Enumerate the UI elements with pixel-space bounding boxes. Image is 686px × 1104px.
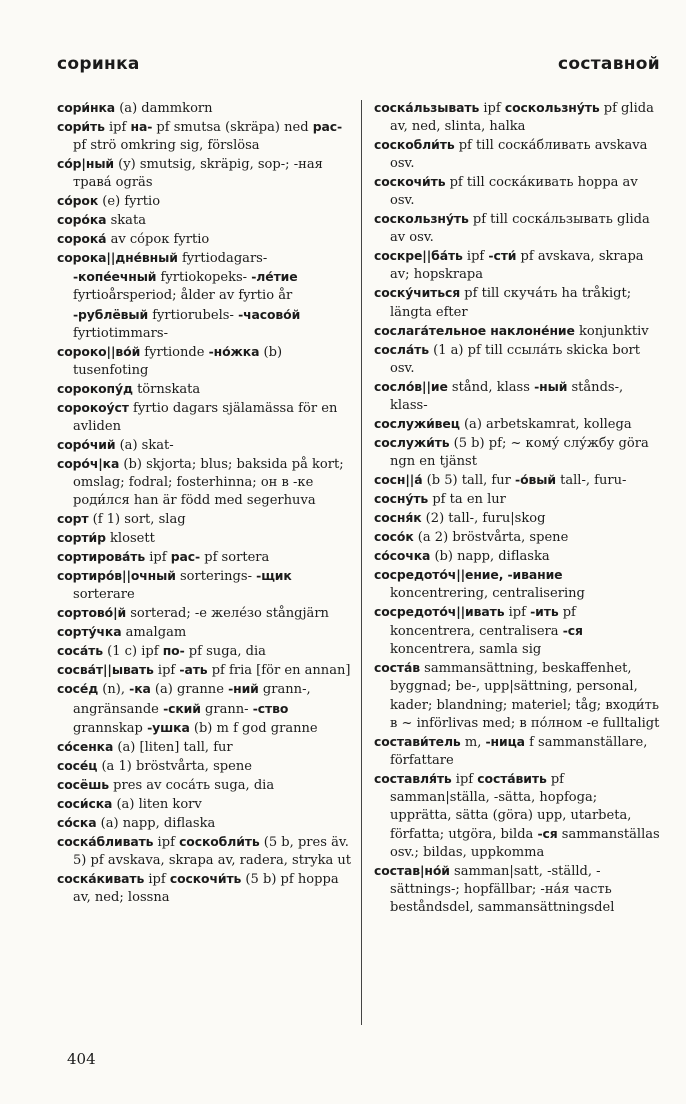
entry-definition: pf smutsa (skräpa) ned	[152, 120, 313, 136]
dictionary-entry	[57, 192, 353, 211]
entry-definition: stånds-, klass-	[390, 379, 624, 413]
dictionary-entry	[57, 833, 353, 870]
entry-headword: сорт	[57, 511, 89, 527]
entry-headword: сосва́т||ывать	[57, 662, 154, 678]
dictionary-entry	[57, 795, 353, 814]
entry-headword: сороко||во́й	[57, 343, 141, 359]
entry-definition: (a) skat-	[115, 437, 174, 453]
entry-headword: -ся	[537, 825, 558, 841]
entry-headword: сослужи́вец	[374, 415, 460, 431]
entry-headword: со́рок	[57, 193, 99, 209]
entry-headword: сосредото́ч||ивать	[374, 604, 505, 620]
entry-headword: сори́нка	[57, 100, 116, 115]
page-number: 404	[67, 1050, 96, 1068]
entry-headword: сортиро́в||очный	[57, 568, 176, 584]
entry-headword: сосну́ть	[374, 490, 429, 506]
running-head-right: составной	[558, 54, 660, 74]
entry-definition: (a) dammkorn	[115, 101, 213, 116]
entry-definition: (b) skjorta; blus; baksida på kort; omslag; fodral; fosterhinna; он в -ке роди́лся han är född med segerhuva	[73, 456, 344, 508]
entry-headword: сорти́р	[57, 530, 106, 546]
dictionary-entry	[374, 341, 662, 378]
dictionary-entry	[57, 399, 353, 436]
entry-definition: pf samman|ställa, -sätta, hopfoga; upprätta, sätta (göra) upp, utarbeta, författa; utgöra, bilda	[390, 771, 632, 842]
entry-definition: skata	[106, 213, 146, 229]
dictionary-entry	[57, 343, 353, 380]
entry-definition: fyrtionde	[140, 344, 209, 360]
entry-definition: pf sortera	[200, 550, 270, 566]
entry-definition: (a 1) bröstvårta, spene	[97, 758, 252, 774]
dictionary-entry	[374, 247, 662, 284]
entry-headword: состав|но́й	[374, 862, 450, 878]
entry-headword: сосла́ть	[374, 341, 429, 357]
dictionary-entry	[57, 529, 353, 548]
entry-headword: на-	[130, 119, 153, 135]
entry-headword: соска́кивать	[57, 870, 145, 886]
entry-headword: со́ска	[57, 814, 97, 830]
dictionary-entry	[57, 642, 353, 661]
dictionary-entry	[374, 547, 662, 566]
entry-definition: (1 c) ipf	[102, 644, 163, 660]
entry-headword: соса́ть	[57, 643, 103, 659]
entry-headword: соскре||ба́ть	[374, 248, 463, 264]
dictionary-entry	[57, 776, 353, 795]
dictionary-entry	[57, 757, 353, 776]
dictionary-entry	[374, 136, 662, 173]
entry-definition: f sammanställare, författare	[390, 734, 648, 768]
entry-headword: по-	[162, 643, 185, 659]
entry-headword: -ле́тие	[251, 269, 298, 285]
entry-headword: со́сочка	[374, 548, 431, 564]
right-column	[374, 99, 662, 917]
dictionary-entry	[374, 566, 662, 603]
entry-headword: сорока||дне́вный	[57, 250, 178, 266]
dictionary-entry	[57, 436, 353, 455]
entry-headword: соскользну́ть	[374, 211, 469, 227]
entry-definition: (5 b) pf; ~ кому́ слу́жбу göra ngn en tjänst	[390, 435, 649, 469]
entry-headword: сосо́к	[374, 529, 414, 545]
entry-definition: m,	[460, 734, 486, 750]
entry-definition: fyrtiodagars-	[177, 251, 268, 267]
entry-headword: соскочи́ть	[169, 870, 242, 886]
entry-headword: соро́ка	[57, 212, 107, 228]
entry-definition: grann-, angränsande	[73, 682, 311, 717]
entry-headword: рас-	[170, 549, 201, 565]
dictionary-entry	[374, 322, 662, 341]
entry-headword: со́р|ный	[57, 156, 114, 172]
entry-headword: сослага́тельное наклоне́ние	[374, 322, 575, 338]
entry-headword: соска́льзывать	[374, 100, 480, 115]
entry-definition: (a 2) bröstvårta, spene	[413, 530, 569, 546]
entry-definition: pf ta en lur	[428, 491, 506, 507]
dictionary-entry	[374, 415, 662, 434]
entry-definition: ipf	[504, 605, 531, 621]
entry-headword: сосло́в||ие	[374, 378, 448, 394]
entry-headword: -ать	[179, 662, 208, 678]
entry-definition: grannskap	[73, 720, 148, 736]
entry-definition: (5 b, pres äv. 5) pf avskava, skrapa av, radera, stryka ut	[73, 834, 352, 868]
entry-headword: состави́тель	[374, 733, 461, 749]
entry-definition: ipf	[462, 249, 489, 265]
entry-headword: сори́ть	[57, 119, 105, 135]
entry-headword: -о́вый	[515, 471, 556, 487]
entry-definition: (a) [liten] tall, fur	[113, 739, 233, 755]
entry-definition: pf suga, dia	[184, 644, 266, 660]
entry-definition: fyrtiokopeks-	[156, 270, 252, 286]
entry-headword: -сти́	[488, 248, 517, 264]
entry-headword: соску́читься	[374, 285, 461, 301]
dictionary-entry	[57, 230, 353, 249]
entry-definition: (1 a) pf till ссыла́ть skicka bort osv.	[390, 342, 641, 376]
dictionary-entry	[57, 680, 353, 737]
entry-headword: сортирова́ть	[57, 549, 146, 565]
entry-definition: konjunktiv	[574, 323, 649, 339]
entry-definition: sorterad; -е желе́зо stångjärn	[126, 606, 329, 622]
entry-definition: (e) fyrtio	[98, 194, 161, 210]
dictionary-entry	[374, 862, 662, 917]
entry-definition: (b) napp, diflaska	[430, 549, 550, 565]
entry-definition: pf koncentrera, centralisera	[390, 605, 576, 640]
entry-definition: fyrtio dagars själamässa för en avliden	[73, 400, 338, 434]
entry-definition: (f 1) sort, slag	[88, 512, 186, 528]
entry-headword: составля́ть	[374, 770, 452, 786]
dictionary-entry	[374, 770, 662, 862]
entry-definition: (n),	[98, 682, 130, 698]
entry-definition: koncentrering, centralisering	[390, 586, 585, 602]
dictionary-entry	[57, 567, 353, 604]
entry-headword: -часово́й	[238, 306, 301, 322]
dictionary-entry	[374, 509, 662, 528]
entry-definition: samman|satt, -ställd, -sättnings-; hopfällbar; -на́я часть beståndsdel, sammansättningsdel	[390, 863, 615, 916]
entry-definition: (a) granne	[150, 682, 229, 698]
entry-definition: koncentrera, samla sig	[390, 642, 542, 658]
dictionary-entry	[57, 380, 353, 399]
dictionary-entry	[374, 471, 662, 490]
entry-headword: соро́ч|ка	[57, 455, 120, 471]
entry-headword: сортово́|й	[57, 605, 127, 621]
entry-headword: -ушка	[147, 719, 190, 735]
entry-definition: pf till соска́кивать hoppa av osv.	[390, 175, 638, 209]
entry-headword: соскобли́ть	[374, 137, 455, 153]
dictionary-entry	[374, 378, 662, 415]
dictionary-entry	[374, 733, 662, 770]
running-head-left: соринка	[57, 54, 140, 74]
entry-headword: сослужи́ть	[374, 434, 450, 450]
dictionary-entry	[57, 155, 353, 192]
entry-definition: klosett	[105, 531, 155, 547]
entry-headword: соста́вить	[477, 770, 547, 786]
dictionary-entry	[57, 738, 353, 757]
entry-definition: (a) arbetskamrat, kollega	[459, 416, 632, 432]
entry-headword: сосня́к	[374, 510, 422, 526]
entry-headword: сосе́д	[57, 681, 99, 697]
entry-definition: (a) napp, diflaska	[96, 815, 216, 831]
entry-headword: сосредото́ч||ение, -ивание	[374, 567, 563, 583]
entry-headword: -щик	[256, 568, 292, 584]
entry-headword: -ить	[530, 604, 559, 620]
entry-definition: sorterings-	[175, 569, 257, 585]
dictionary-entry	[57, 455, 353, 510]
entry-headword: соро́чий	[57, 436, 116, 452]
dictionary-entry	[374, 284, 662, 321]
entry-headword: соскользну́ть	[504, 100, 600, 115]
column-divider	[361, 100, 362, 1025]
entry-headword: соста́в	[374, 660, 420, 676]
entry-definition: ipf	[451, 771, 478, 787]
dictionary-entry	[57, 99, 353, 118]
entry-definition: (a) liten korv	[112, 796, 202, 812]
entry-headword: сосёшь	[57, 776, 109, 792]
entry-definition: amalgam	[121, 625, 187, 641]
entry-definition: pf fria [för en annan]	[207, 663, 351, 679]
entry-definition: ipf	[144, 871, 170, 887]
entry-definition: pf glida av, ned, slinta, halka	[390, 101, 654, 135]
dictionary-entry	[57, 510, 353, 529]
entry-headword: сорокоу́ст	[57, 399, 129, 415]
dictionary-entry	[374, 603, 662, 659]
entry-definition: pres av соса́ть suga, dia	[109, 777, 275, 793]
entry-headword: -ный	[534, 378, 568, 394]
entry-headword: сорока́	[57, 231, 107, 247]
entry-definition: pf till скуча́ть ha tråkigt; längta efter	[390, 286, 632, 320]
entry-headword: -ство	[252, 700, 289, 716]
dictionary-entry	[374, 490, 662, 509]
dictionary-entry	[57, 604, 353, 623]
entry-definition: (b) m f god granne	[189, 720, 318, 736]
entry-headword: -рублёвый	[73, 306, 149, 322]
entry-definition: ipf	[153, 834, 180, 850]
dictionary-entry	[57, 548, 353, 567]
dictionary-entry	[57, 118, 353, 155]
entry-headword: -но́жка	[208, 343, 260, 359]
dictionary-entry	[57, 814, 353, 833]
entry-definition: (y) smutsig, skräpig, sop-; -ная трава́ ogräs	[73, 157, 323, 191]
entry-definition: (5 b) pf hoppa av, ned; lossna	[73, 871, 339, 905]
entry-definition: pf strö omkring sig, förslösa	[73, 138, 260, 154]
dictionary-entry	[57, 211, 353, 230]
entry-headword: соскобли́ть	[179, 833, 260, 849]
entry-headword: -ка	[129, 681, 151, 697]
entry-definition: sammansättning, beskaffenhet, byggnad; be-, upp|sättning, personal, kader; blandning; materiel; tåg; входи́ть в ~ införlivas med; в по́лном -е fulltaligt	[390, 661, 660, 731]
dictionary-entry	[374, 528, 662, 547]
entry-definition: ipf	[145, 550, 171, 566]
dictionary-entry	[374, 659, 662, 732]
entry-definition: fyrtiorubels-	[148, 307, 239, 323]
dictionary-entry	[57, 870, 353, 907]
entry-headword: сосн||а́	[374, 471, 423, 487]
entry-definition: (2) tall-, furu|skog	[421, 511, 546, 527]
entry-definition: ipf	[104, 120, 131, 136]
entry-headword: -копе́ечный	[73, 269, 157, 285]
entry-headword: соскочи́ть	[374, 174, 446, 190]
entry-definition: (b) tusenfoting	[73, 344, 283, 378]
entry-headword: сосе́ц	[57, 757, 98, 773]
entry-headword: -ский	[163, 700, 201, 716]
dictionary-entry	[374, 99, 662, 136]
entry-definition: av со́рок fyrtio	[106, 232, 210, 248]
entry-definition: pf till соска́льзывать glida av osv.	[390, 212, 650, 246]
entry-definition: törnskata	[132, 381, 201, 397]
dictionary-entry	[374, 210, 662, 247]
entry-definition: tall-, furu-	[555, 472, 627, 488]
entry-definition: ipf	[153, 663, 180, 679]
entry-definition: stånd, klass	[447, 379, 535, 395]
entry-definition: grann-	[200, 701, 253, 717]
dictionary-entry	[374, 173, 662, 210]
entry-headword: -ний	[228, 681, 259, 697]
entry-definition: sammanställas osv.; bildas, uppkomma	[390, 826, 660, 860]
dictionary-entry	[57, 623, 353, 642]
entry-definition: fyrtiotimmars-	[73, 325, 168, 341]
entry-definition: fyrtioårsperiod; ålder av fyrtio år	[73, 288, 293, 304]
entry-headword: соси́ска	[57, 795, 113, 811]
entry-headword: соска́бливать	[57, 833, 154, 849]
entry-definition: sorterare	[73, 587, 135, 603]
entry-definition: ipf	[479, 101, 505, 116]
dictionary-entry	[57, 249, 353, 342]
entry-headword: со́сенка	[57, 738, 114, 754]
entry-headword: -ница	[485, 733, 525, 749]
entry-definition: (b 5) tall, fur	[422, 472, 516, 488]
dictionary-entry	[374, 434, 662, 471]
entry-headword: рас-	[312, 119, 343, 135]
entry-headword: сорокопу́д	[57, 380, 133, 396]
entry-headword: -ся	[562, 623, 583, 639]
dictionary-entry	[57, 661, 353, 680]
entry-definition: pf till соска́бливать avskava osv.	[390, 138, 648, 172]
entry-definition: pf avskava, skrapa av; hopskrapa	[390, 249, 644, 283]
left-column	[57, 99, 353, 907]
entry-headword: сорту́чка	[57, 624, 122, 640]
